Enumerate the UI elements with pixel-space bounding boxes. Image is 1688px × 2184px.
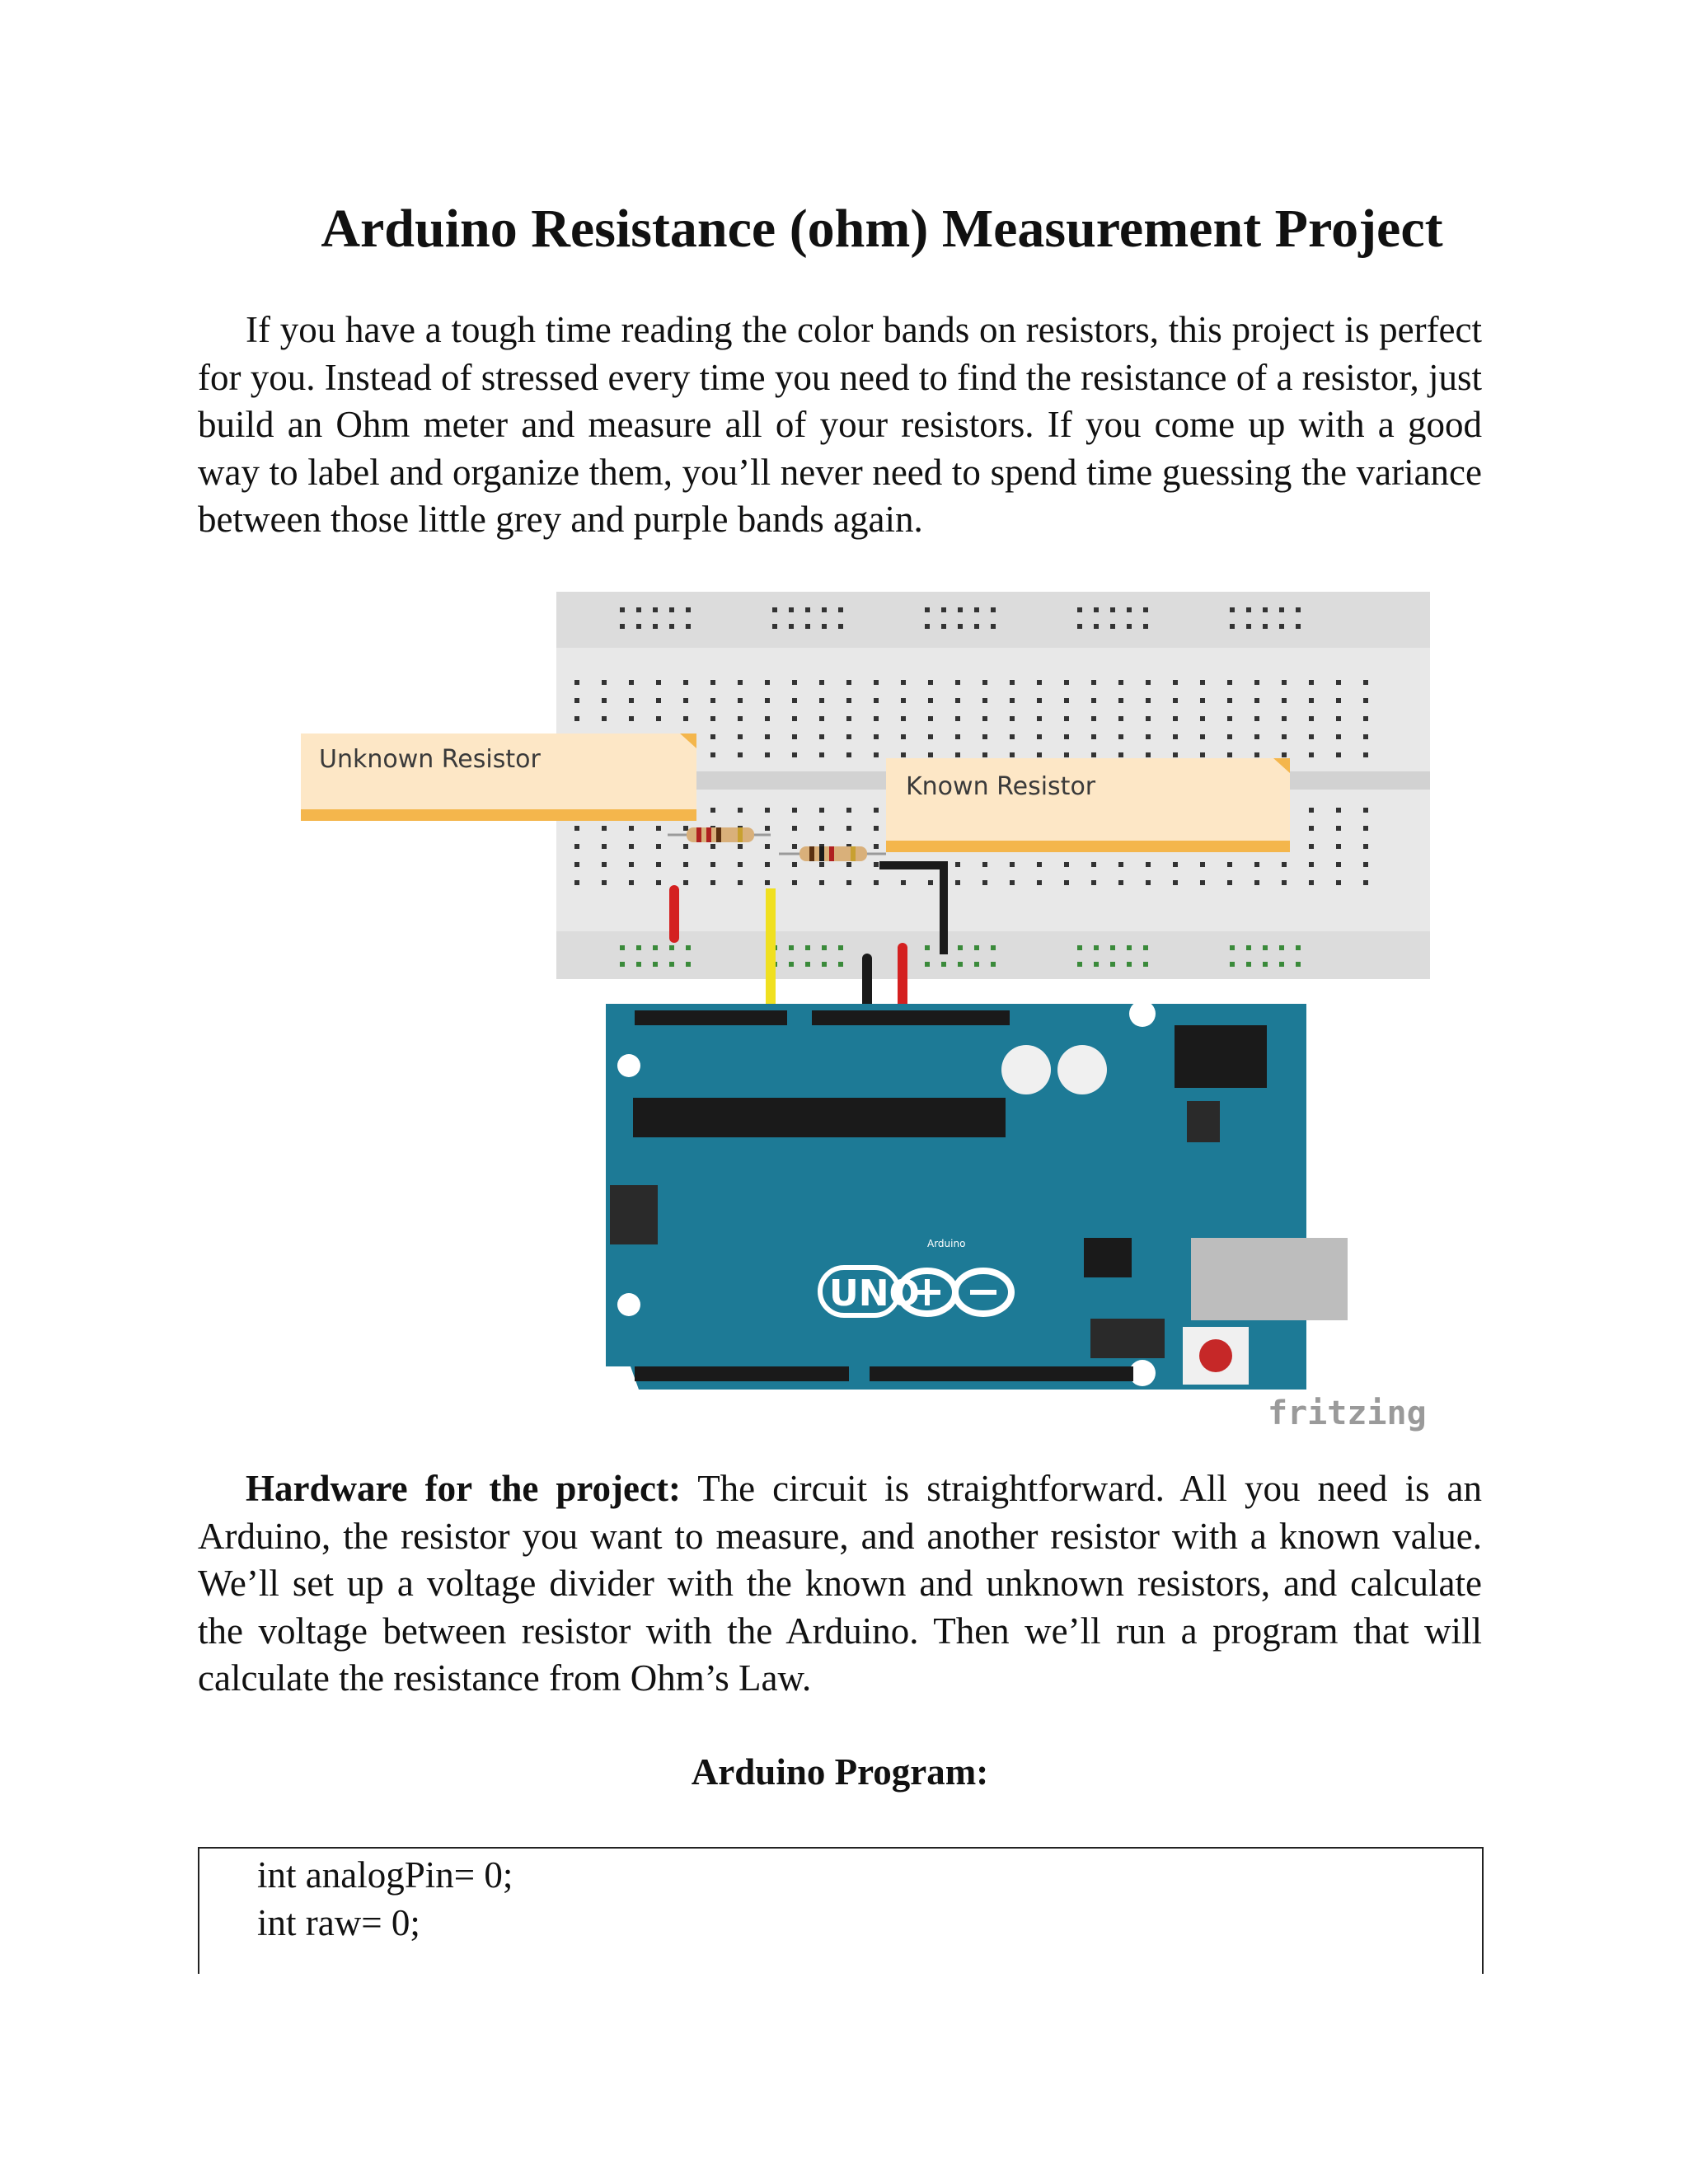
unknown-resistor-label: Unknown Resistor [319,745,541,774]
intro-paragraph [198,307,1482,544]
program-heading: Arduino Program: [691,1751,989,1793]
hardware-paragraph [198,1465,1482,1703]
code-line: int raw= 0; [257,1902,420,1943]
arduino-board [606,1001,1348,1390]
known-resistor-note [886,758,1290,852]
board-brand: Arduino [927,1238,966,1249]
board-name: UNO [829,1272,920,1315]
hardware-label: Hardware for the project: [246,1468,681,1509]
code-line: int analogPin= 0; [257,1854,513,1896]
fritzing-watermark: fritzing [1268,1394,1427,1432]
circuit-diagram [293,592,1430,1432]
known-resistor-label: Known Resistor [906,772,1096,801]
hardware-text: The circuit is straightforward. All you need is an Arduino, the resistor you want to measure, and another resistor with a known value. We’ll set up a voltage divider with the known and unknown resistors, and calculate the voltage between resistor with the Arduino. Then we’ll run a program that will calculate the resistance from Ohm’s Law. [198,1468,1482,1699]
code-block [198,1847,1484,1974]
page-title: Arduino Resistance (ohm) Measurement Project [321,199,1443,259]
intro-text: If you have a tough time reading the color bands on resistors, this project is perfect for you. Instead of stressed every time you need to find the resistance of a resistor, just build an Ohm meter and measure all of your resistors. If you come up with a good way to label and organize them, you’ll never need to spend time guessing the variance between those little grey and purple bands again. [198,309,1482,540]
unknown-resistor-note [301,733,696,821]
